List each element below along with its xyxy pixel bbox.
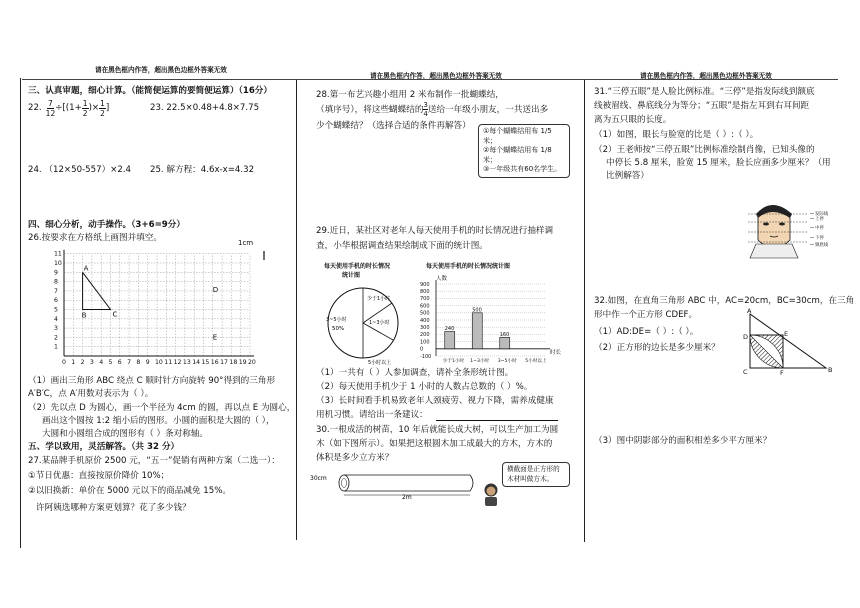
q32-line1: 32.如图，在直角三角形 ABC 中，AC=20cm，BC=30cm，在三角 [594,296,855,306]
grid-point-e: E [212,333,218,342]
q26-part2-line2: 画出这个圆按 1:2 缩小后的图形。小圆的面积是大圆的（ ）， [42,416,275,426]
bar [445,332,455,349]
q30-line1: 30.一根成活的树苗，10 年后就能长成大树，可以生产加工为圆 [316,425,559,435]
face-label: 上停 [815,217,824,222]
y-tick-label: 6 [54,297,58,305]
section-4-title: 四、细心分析，动手操作。（3+6=9分） [28,220,185,230]
bar-chart-title: 每天使用手机的时长情况统计图 [426,263,511,270]
banner-left: 请在黑色框内作答，超出黑色边框外答案无效 [95,66,227,74]
q31-part2-line1: （2）王老师按“三停五眼”比例标准绘制肖像，已知头像的 [594,145,815,155]
q30-line3: 体积是多少立方米？ [316,453,394,463]
condition-1: ①每个蝴蝶结用布 1/5 米； [483,127,552,145]
y-tick-label: 10 [54,260,62,267]
q31-part2-line3: 比例解答） [606,171,649,181]
q28-line1: 28.第一布艺兴趣小组用 2 米布制作一批蝴蝶结， [316,90,504,100]
x-tick-label: 0 [62,359,66,366]
x-tick-label: 17 [220,359,228,366]
bar-category-label: 1~3小时 [470,359,490,364]
bar-value-label: 160 [499,331,510,338]
x-tick-label: 18 [229,359,238,366]
bar-y-tick: 800 [420,289,430,295]
triangle-label-b: B [828,366,833,374]
border-left [20,78,21,548]
q26-part1-line2: A′B′C，点 A′用数对表示为（ ）。 [28,389,154,399]
q26-title: 26.按要求在方格纸上画图并填空。 [28,233,162,243]
q30-line2: 木（如下图所示）。如果把这根圆木加工成最大的方木，方木的 [316,439,553,449]
q29-part2: （2）每天使用手机少于 1 小时的人数占总数的（ ）%。 [316,382,533,392]
bar-y-tick: 0 [420,346,424,353]
bar-y-tick: -100 [420,353,432,360]
grid-point-b: B [81,311,87,320]
bar-y-tick: 100 [420,339,430,346]
pie-title-2: 统计图 [342,272,361,279]
q26-part2-line3: 大圆和小圆组合成的图形有（ ）条对称轴。 [42,429,209,439]
bar-y-tick: 600 [420,303,430,310]
x-tick-label: 8 [136,359,141,366]
x-tick-label: 15 [201,359,210,366]
q27: 27.某品牌手机原价 2500 元，“五一”促销有两种方案（二选一）： [28,456,280,466]
y-tick-label: 3 [54,325,58,333]
y-tick-label: 4 [54,315,58,323]
q26-part1-line1: （1）画出三角形 ABC 绕点 C 顺时针方向旋转 90°得到的三角形 [28,376,276,386]
pie-title-1: 每天使用手机的时长情况 [324,263,391,270]
q28-line2: （填序号），将这些蝴蝶结的 3 4 送给一年级小朋友，一共送出多 [316,100,549,118]
bar-y-tick: 500 [420,310,430,317]
q29-part1: （1）一共有（ ）人参加调查，请补全条形统计图。 [316,368,514,378]
bar-category-label: 5小时以上 [525,359,547,364]
bar-xlabel: 时长 [550,350,562,356]
y-tick-label: 9 [54,269,58,277]
x-tick-label: 20 [248,359,256,366]
y-tick-label: 1 [54,343,58,351]
q24: 24. （12×50-557）×2.4 [28,165,132,175]
log-diameter: 30cm [310,475,327,482]
q29-line1: 29.近日，某社区对老年人每天使用手机的时长情况进行抽样调 [316,226,554,236]
x-tick-label: 16 [210,359,219,366]
bar-y-tick: 900 [420,281,430,288]
bar-y-tick: 200 [420,332,430,339]
bar-y-tick: 400 [420,317,430,324]
x-tick-label: 11 [164,359,173,366]
y-tick-label: 11 [54,250,62,258]
pie-label-3to5: 3~5小时 [326,317,347,323]
bar-value-label: 240 [444,326,455,333]
q26-part2-line1: （2）先以点 D 为圆心，画一个半径为 4cm 的圆，再以点 E 为圆心， [28,403,296,413]
bar [500,337,510,349]
face-illustration [738,200,838,260]
boy-avatar-icon [482,482,500,506]
x-tick-label: 5 [108,359,113,366]
face-label: 颏底线 [815,243,829,248]
y-tick-label: 2 [54,334,58,342]
q28-conditions-box [478,124,570,178]
q27-option2: ②以旧换新：单价在 5000 元以下的商品减免 15%。 [28,486,231,496]
bar-y-tick: 700 [420,296,430,303]
q32-line2: 形中作一个正方形 CDEF。 [594,310,698,320]
triangle-label-d: D [743,333,749,341]
q31-line3: 离为五只眼的长度。 [594,115,672,125]
bar [472,313,482,349]
x-tick-label: 3 [89,359,94,366]
q32-part3: （3）图中阴影部分的面积相差多少平方厘米？ [594,436,772,446]
x-tick-label: 13 [182,359,191,366]
face-label: 中停 [815,226,824,231]
x-tick-label: 4 [99,359,104,366]
q27-option1: ①节日优惠：直接按原价降价 10%； [28,471,170,481]
banner-mid: 请在黑色框内作答，超出黑色边框外答案无效 [370,72,502,80]
x-tick-label: 10 [155,359,163,366]
grid-point-a: A [83,264,89,273]
bar-category-label: 少于1小时 [442,359,465,364]
x-tick-label: 2 [80,359,85,366]
x-tick-label: 1 [71,359,76,366]
q22-expression: 22. $\frac{7}{12}$ ÷[(1+ $\frac{1}{2}$ )× $\frac{1}{2}$ ] [28,98,110,118]
triangle-label-f: F [780,369,784,376]
x-tick-label: 6 [117,359,122,366]
bar-ylabel: 人数 [436,276,448,282]
triangle-label-e: E [784,330,789,338]
q27-question: 许阿姨选哪种方案更划算？花了多少钱？ [36,503,191,513]
border-mid-right [584,80,585,542]
triangle-label-a: A [747,308,752,315]
pie-label-over5: 5小时以上 [368,360,392,366]
q31-part1: （1）如图，眼长与脸宽的比是（ ）:（ ）。 [594,130,759,140]
log-illustration [310,470,480,500]
bar-value-label: 500 [472,307,482,314]
grid-unit-label: 1cm [238,239,254,247]
q31-part2-line2: 中停长 5.8 厘米，脸宽 15 厘米，脸长应画多少厘米？（用 [606,158,831,168]
border-mid-left [296,80,297,540]
condition-3: ③一年级共有60名学生。 [483,165,562,173]
pie-label-under1: 少于1小时 [367,296,391,302]
q31-line1: 31.“三停五眼”是人脸比例标准。“三停”是指发际线到额底 [594,87,815,97]
condition-2: ②每个蝴蝶结用布 1/8 米； [483,146,552,164]
grid-point-c: C [112,310,118,319]
banner-right: 请在黑色框内作答，超出黑色边框外答案无效 [640,72,772,80]
x-tick-label: 19 [238,359,247,366]
q32-part1: （1）AD:DE=（ ）:（ ）。 [594,327,699,337]
pie-label-1to3: 1~3小时 [369,320,390,326]
section-3-title: 三、认真审题，细心计算。（能简便运算的要简便运算）（16分） [28,86,272,96]
bar-chart [418,272,568,370]
section-5-title: 五、学以致用，灵活解答。（共 32 分） [28,442,180,452]
speech-bubble: 横截面是正方形的木材叫做方木。 [502,462,570,487]
face-label: 下停 [815,236,824,241]
q29-part3-line2: 用机习惯。请给出一条建议： [316,410,428,420]
y-tick-label: 7 [54,287,58,295]
bar-y-tick: 300 [420,325,430,331]
log-length: 2m [402,494,412,500]
triangle-figure [740,308,836,376]
q29-suggestion-line[interactable] [436,420,558,421]
face-label: 发际线 [815,212,829,217]
y-tick-label: 5 [54,306,58,314]
pie-pct: 50% [332,326,345,332]
triangle-label-c: C [743,368,748,376]
q29-part3-line1: （3）长时间看手机易致老年人颈疲劳、视力下降，需养成健康 [316,396,554,406]
q31-line2: 线被眉线、鼻底线分为等分；“五眼”是指左耳到右耳间距 [594,101,810,111]
x-tick-label: 9 [145,359,150,366]
q32-part2: （2）正方形的边长是多少厘米？ [594,343,720,353]
x-tick-label: 14 [192,359,201,366]
top-rule [22,79,838,80]
q29-line2: 查，小华根据调查结果绘制成下面的统计图。 [316,241,488,251]
pie-chart [318,278,408,368]
x-tick-label: 7 [127,359,132,366]
q25: 25. 解方程：4.6x-x=4.32 [150,165,255,175]
x-tick-label: 12 [173,359,182,366]
bar-category-label: 3~5小时 [497,359,517,364]
grid-point-d: D [212,285,219,294]
grid-figure [44,244,274,368]
q28-line3: 少个蝴蝶结？（选择合适的条件再解答） [316,121,471,131]
y-tick-label: 8 [54,278,58,286]
q23: 23. 22.5×0.48+4.8×7.75 [150,103,260,113]
